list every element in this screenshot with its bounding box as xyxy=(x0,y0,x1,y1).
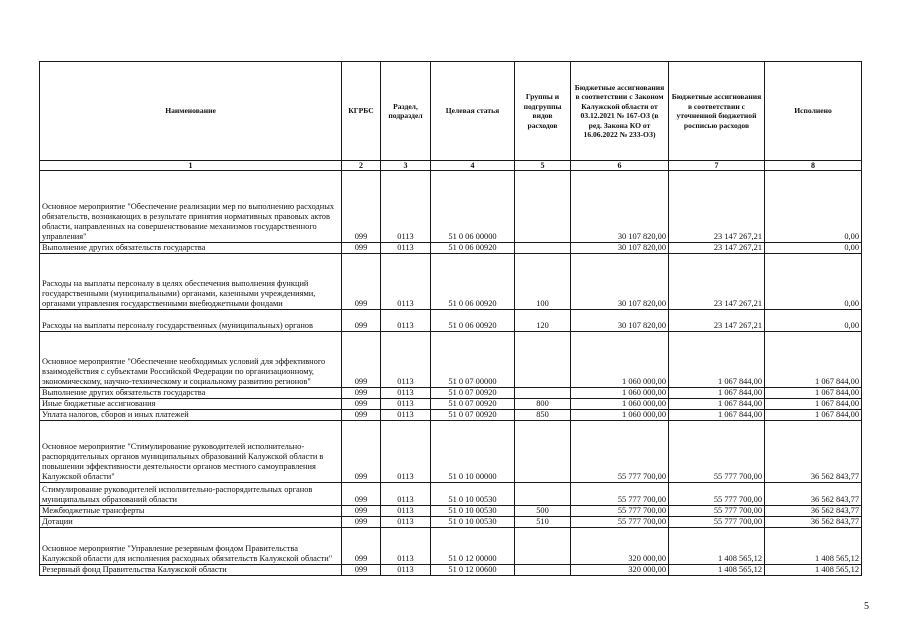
page-number: 5 xyxy=(864,601,869,612)
row-law-amount: 30 107 820,00 xyxy=(571,171,669,243)
row-kgrbs: 099 xyxy=(342,243,381,254)
row-target: 51 0 10 00530 xyxy=(431,517,515,528)
row-refined-amount: 1 067 844,00 xyxy=(669,399,765,410)
row-name: Межбюджетные трансферты xyxy=(40,506,342,517)
row-kgrbs: 099 xyxy=(342,410,381,421)
column-number: 6 xyxy=(571,161,669,171)
table-row xyxy=(40,254,862,310)
row-law-amount: 1 060 000,00 xyxy=(571,399,669,410)
column-number-row xyxy=(40,161,862,171)
table-row xyxy=(40,310,862,332)
column-header-refined-allocations: Бюджетные ассигнования в соответствии с уточненной бюджетной росписью расходов xyxy=(669,62,765,161)
row-target: 51 0 06 00920 xyxy=(431,243,515,254)
column-number: 4 xyxy=(431,161,515,171)
table-body xyxy=(40,171,862,576)
row-group xyxy=(515,332,571,388)
row-section: 0113 xyxy=(381,171,431,243)
row-refined-amount: 55 777 700,00 xyxy=(669,506,765,517)
table-row xyxy=(40,388,862,399)
row-executed-amount: 0,00 xyxy=(765,243,862,254)
row-group xyxy=(515,565,571,576)
row-target: 51 0 12 00000 xyxy=(431,528,515,565)
row-executed-amount: 1 067 844,00 xyxy=(765,332,862,388)
row-law-amount: 55 777 700,00 xyxy=(571,483,669,506)
row-section: 0113 xyxy=(381,565,431,576)
row-refined-amount: 23 147 267,21 xyxy=(669,171,765,243)
row-name: Выполнение других обязательств государства xyxy=(40,388,342,399)
budget-table xyxy=(39,61,862,576)
row-section: 0113 xyxy=(381,254,431,310)
row-target: 51 0 06 00920 xyxy=(431,254,515,310)
row-law-amount: 1 060 000,00 xyxy=(571,388,669,399)
row-refined-amount: 55 777 700,00 xyxy=(669,483,765,506)
row-executed-amount: 1 067 844,00 xyxy=(765,410,862,421)
row-group: 100 xyxy=(515,254,571,310)
row-name: Основное мероприятие "Управление резервным фондом Правительства Калужской области для исполнения расходных обязательств Калужской области" xyxy=(40,528,342,565)
row-target: 51 0 06 00000 xyxy=(431,171,515,243)
column-header-kgrbs: КГРБС xyxy=(342,62,381,161)
row-group xyxy=(515,243,571,254)
column-number: 7 xyxy=(669,161,765,171)
row-group xyxy=(515,171,571,243)
row-name: Основное мероприятие "Обеспечение необходимых условий для эффективного взаимодействия с субъектами Российской Федерации по организационному, экономическому, научно-техническому и социальному развитию регионов" xyxy=(40,332,342,388)
row-kgrbs: 099 xyxy=(342,254,381,310)
row-law-amount: 30 107 820,00 xyxy=(571,310,669,332)
row-law-amount: 55 777 700,00 xyxy=(571,506,669,517)
column-header-executed: Исполнено xyxy=(765,62,862,161)
row-section: 0113 xyxy=(381,528,431,565)
row-target: 51 0 10 00530 xyxy=(431,506,515,517)
row-section: 0113 xyxy=(381,243,431,254)
row-group xyxy=(515,528,571,565)
column-number: 5 xyxy=(515,161,571,171)
table-row xyxy=(40,410,862,421)
row-law-amount: 320 000,00 xyxy=(571,528,669,565)
row-refined-amount: 23 147 267,21 xyxy=(669,254,765,310)
row-name: Основное мероприятие "Стимулирование руководителей исполнительно-распорядительных органов муниципальных образований Калужской области в повышении эффективности деятельности органов местного самоуправления Калужской области" xyxy=(40,421,342,483)
row-kgrbs: 099 xyxy=(342,171,381,243)
table-row xyxy=(40,565,862,576)
row-law-amount: 1 060 000,00 xyxy=(571,410,669,421)
row-executed-amount: 36 562 843,77 xyxy=(765,517,862,528)
row-refined-amount: 23 147 267,21 xyxy=(669,310,765,332)
row-target: 51 0 07 00920 xyxy=(431,399,515,410)
row-refined-amount: 23 147 267,21 xyxy=(669,243,765,254)
row-executed-amount: 36 562 843,77 xyxy=(765,506,862,517)
column-number: 3 xyxy=(381,161,431,171)
column-header-law-allocations: Бюджетные ассигнования в соответствии с Законом Калужской области от 03.12.2021 № 167-ОЗ (в ред. Закона КО от 16.06.2022 № 233-ОЗ) xyxy=(571,62,669,161)
row-section: 0113 xyxy=(381,310,431,332)
row-executed-amount: 36 562 843,77 xyxy=(765,483,862,506)
row-kgrbs: 099 xyxy=(342,483,381,506)
row-section: 0113 xyxy=(381,517,431,528)
row-group: 800 xyxy=(515,399,571,410)
table-row xyxy=(40,171,862,243)
row-executed-amount: 0,00 xyxy=(765,254,862,310)
row-group xyxy=(515,421,571,483)
row-target: 51 0 10 00530 xyxy=(431,483,515,506)
row-refined-amount: 1 067 844,00 xyxy=(669,410,765,421)
table-row xyxy=(40,528,862,565)
row-refined-amount: 1 067 844,00 xyxy=(669,388,765,399)
row-executed-amount: 1 067 844,00 xyxy=(765,399,862,410)
row-name: Уплата налогов, сборов и иных платежей xyxy=(40,410,342,421)
row-group: 120 xyxy=(515,310,571,332)
row-group xyxy=(515,483,571,506)
row-refined-amount: 1 408 565,12 xyxy=(669,528,765,565)
column-number: 2 xyxy=(342,161,381,171)
row-refined-amount: 55 777 700,00 xyxy=(669,421,765,483)
row-kgrbs: 099 xyxy=(342,506,381,517)
row-name: Расходы на выплаты персоналу государственных (муниципальных) органов xyxy=(40,310,342,332)
column-header-section: Раздел, подраздел xyxy=(381,62,431,161)
table-row xyxy=(40,243,862,254)
row-law-amount: 55 777 700,00 xyxy=(571,421,669,483)
column-number: 8 xyxy=(765,161,862,171)
row-target: 51 0 07 00920 xyxy=(431,410,515,421)
row-kgrbs: 099 xyxy=(342,528,381,565)
row-section: 0113 xyxy=(381,506,431,517)
row-law-amount: 320 000,00 xyxy=(571,565,669,576)
row-refined-amount: 55 777 700,00 xyxy=(669,517,765,528)
row-target: 51 0 07 00920 xyxy=(431,388,515,399)
row-kgrbs: 099 xyxy=(342,310,381,332)
row-section: 0113 xyxy=(381,483,431,506)
row-group xyxy=(515,388,571,399)
row-group: 500 xyxy=(515,506,571,517)
row-name: Иные бюджетные ассигнования xyxy=(40,399,342,410)
row-target: 51 0 12 00600 xyxy=(431,565,515,576)
header-row xyxy=(40,62,862,161)
row-law-amount: 30 107 820,00 xyxy=(571,254,669,310)
table-row xyxy=(40,483,862,506)
row-section: 0113 xyxy=(381,399,431,410)
table-row xyxy=(40,399,862,410)
row-section: 0113 xyxy=(381,332,431,388)
row-name: Выполнение других обязательств государства xyxy=(40,243,342,254)
column-number: 1 xyxy=(40,161,342,171)
column-header-target: Целевая статья xyxy=(431,62,515,161)
row-section: 0113 xyxy=(381,421,431,483)
row-kgrbs: 099 xyxy=(342,332,381,388)
table-row xyxy=(40,332,862,388)
row-refined-amount: 1 408 565,12 xyxy=(669,565,765,576)
row-executed-amount: 1 408 565,12 xyxy=(765,565,862,576)
row-executed-amount: 1 408 565,12 xyxy=(765,528,862,565)
row-kgrbs: 099 xyxy=(342,399,381,410)
row-name: Основное мероприятие "Обеспечение реализации мер по выполнению расходных обязательств, возникающих в результате принятия нормативных правовых актов области, направленных на совершенствование механизмов государственного управления" xyxy=(40,171,342,243)
row-executed-amount: 1 067 844,00 xyxy=(765,388,862,399)
row-name: Дотации xyxy=(40,517,342,528)
row-name: Стимулирование руководителей исполнительно-распорядительных органов муниципальных образований области xyxy=(40,483,342,506)
row-kgrbs: 099 xyxy=(342,388,381,399)
row-section: 0113 xyxy=(381,388,431,399)
row-refined-amount: 1 067 844,00 xyxy=(669,332,765,388)
row-target: 51 0 10 00000 xyxy=(431,421,515,483)
column-header-name: Наименование xyxy=(40,62,342,161)
row-kgrbs: 099 xyxy=(342,565,381,576)
row-kgrbs: 099 xyxy=(342,517,381,528)
row-name: Расходы на выплаты персоналу в целях обеспечения выполнения функций государственными (муниципальными) органами, казенными учреждениями, органами управления государственными внебюджетными фондами xyxy=(40,254,342,310)
row-name: Резервный фонд Правительства Калужской области xyxy=(40,565,342,576)
row-target: 51 0 06 00920 xyxy=(431,310,515,332)
row-target: 51 0 07 00000 xyxy=(431,332,515,388)
row-kgrbs: 099 xyxy=(342,421,381,483)
table-row xyxy=(40,517,862,528)
column-header-groups: Группы и подгруппы видов расходов xyxy=(515,62,571,161)
row-executed-amount: 0,00 xyxy=(765,310,862,332)
row-law-amount: 30 107 820,00 xyxy=(571,243,669,254)
row-executed-amount: 36 562 843,77 xyxy=(765,421,862,483)
row-law-amount: 1 060 000,00 xyxy=(571,332,669,388)
row-group: 850 xyxy=(515,410,571,421)
row-section: 0113 xyxy=(381,410,431,421)
row-law-amount: 55 777 700,00 xyxy=(571,517,669,528)
row-group: 510 xyxy=(515,517,571,528)
table-row xyxy=(40,506,862,517)
row-executed-amount: 0,00 xyxy=(765,171,862,243)
table-row xyxy=(40,421,862,483)
budget-report-sheet xyxy=(39,61,862,576)
